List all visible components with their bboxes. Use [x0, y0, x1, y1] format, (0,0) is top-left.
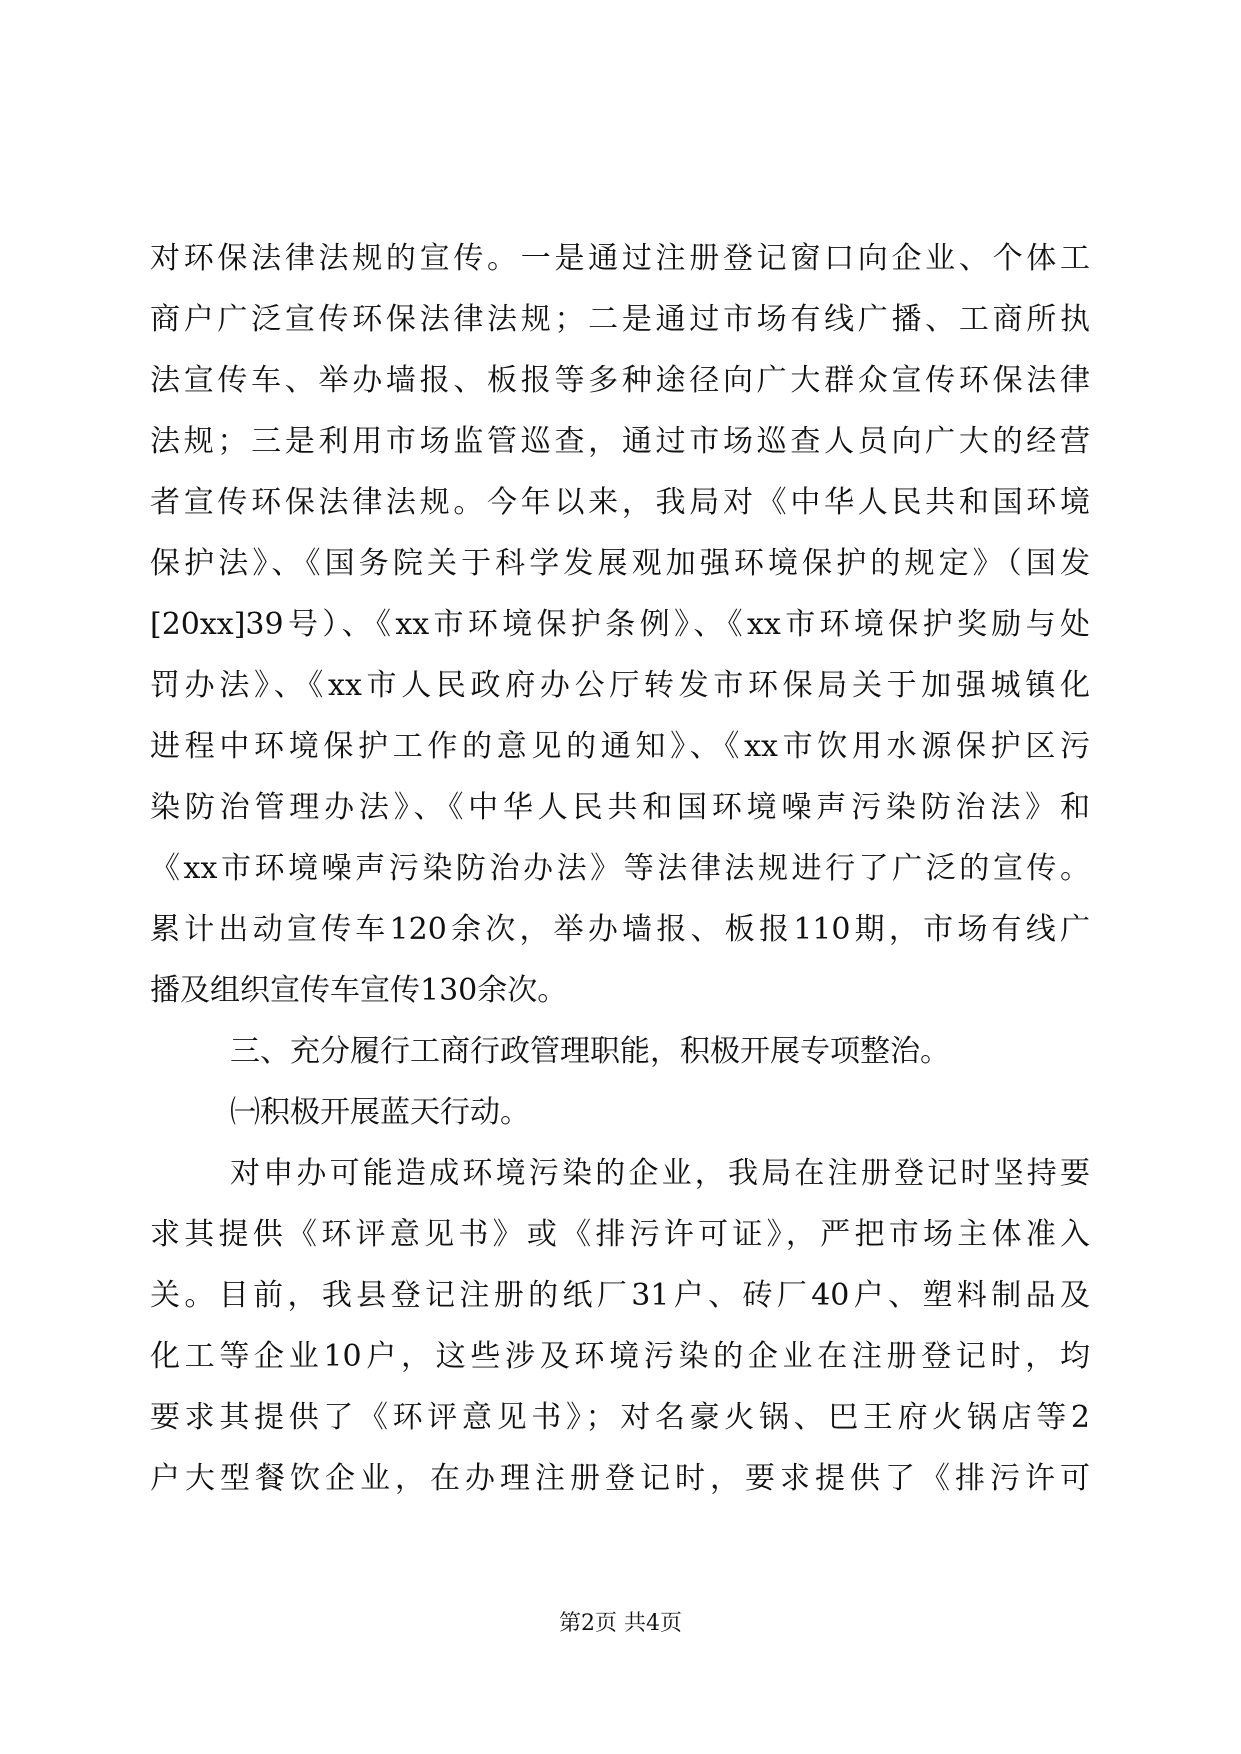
paragraph-1-line-5: 者宣传环保法律法规。今年以来，我局对《中华人民共和国环境: [150, 485, 1090, 520]
paragraph-1-line-11: 《xx市环境噪声污染防治办法》等法律法规进行了广泛的宣传。: [150, 851, 1090, 886]
paragraph-2-line-1: 对申办可能造成环境污染的企业，我局在注册登记时坚持要: [230, 1156, 1090, 1191]
paragraph-1-line-9: 进程中环境保护工作的意见的通知》、《xx市饮用水源保护区污: [150, 729, 1090, 764]
paragraph-2-line-6: 户大型餐饮企业，在办理注册登记时，要求提供了《排污许可: [150, 1461, 1090, 1496]
paragraph-2-line-5: 要求其提供了《环评意见书》；对名豪火锅、巴王府火锅店等2: [150, 1400, 1090, 1435]
paragraph-2-line-3: 关。目前，我县登记注册的纸厂31户、砖厂40户、塑料制品及: [150, 1278, 1090, 1313]
paragraph-1-line-8: 罚办法》、《xx市人民政府办公厅转发市环保局关于加强城镇化: [150, 668, 1090, 703]
section-heading: 三、充分履行工商行政管理职能，积极开展专项整治。: [230, 1034, 950, 1069]
subsection-heading: ㈠积极开展蓝天行动。: [230, 1095, 530, 1130]
document-body: [150, 228, 1090, 1509]
paragraph-2-line-4: 化工等企业10户，这些涉及环境污染的企业在注册登记时，均: [150, 1339, 1090, 1374]
paragraph-1-line-3: 法宣传车、举办墙报、板报等多种途径向广大群众宣传环保法律: [150, 363, 1090, 398]
paragraph-1-line-12: 累计出动宣传车120余次，举办墙报、板报110期，市场有线广: [150, 912, 1090, 947]
paragraph-1-line-4: 法规；三是利用市场监管巡查，通过市场巡查人员向广大的经营: [150, 424, 1090, 459]
paragraph-1-line-10: 染防治管理办法》、《中华人民共和国环境噪声污染防治法》和: [150, 790, 1090, 825]
page-number-footer: 第2页 共4页: [559, 1611, 682, 1636]
paragraph-1-line-1: 对环保法律法规的宣传。一是通过注册登记窗口向企业、个体工: [150, 241, 1090, 276]
paragraph-1-line-6: 保护法》、《国务院关于科学发展观加强环境保护的规定》（国发: [150, 546, 1090, 581]
paragraph-2-line-2: 求其提供《环评意见书》或《排污许可证》，严把市场主体准入: [150, 1217, 1090, 1252]
paragraph-1-line-7: [20xx]39号）、《xx市环境保护条例》、《xx市环境保护奖励与处: [150, 607, 1090, 642]
paragraph-1-line-2: 商户广泛宣传环保法律法规；二是通过市场有线广播、工商所执: [150, 302, 1090, 337]
paragraph-1-line-13: 播及组织宣传车宣传130余次。: [150, 973, 568, 1008]
